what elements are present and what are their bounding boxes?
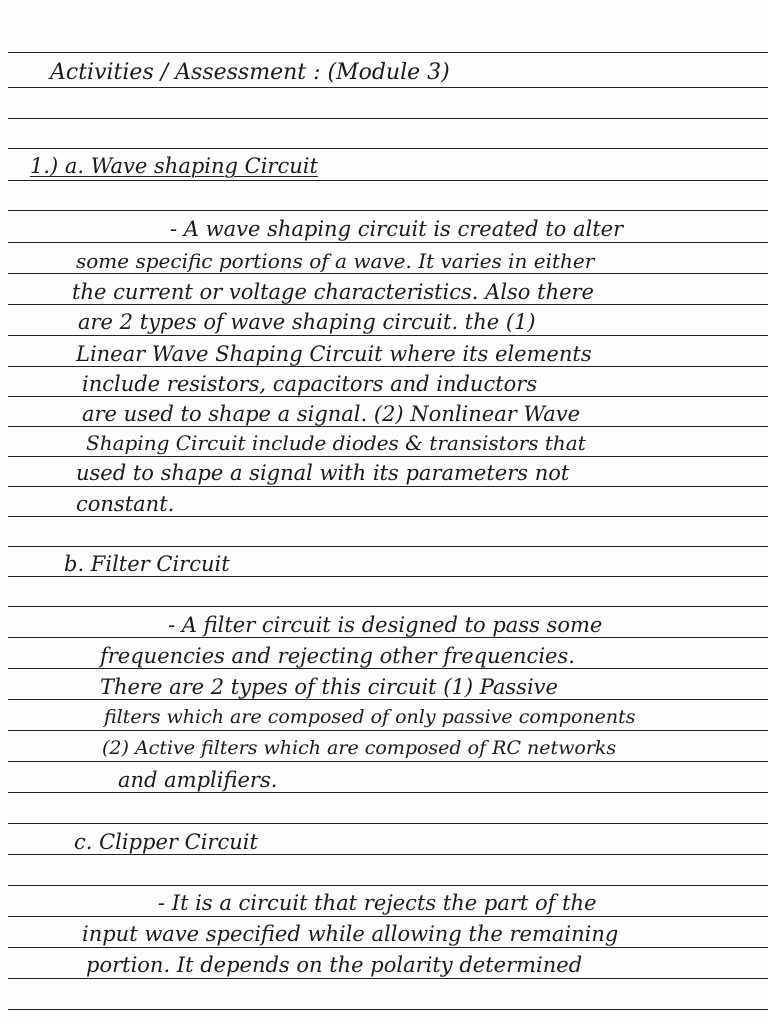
paragraph-line: frequencies and rejecting other frequencies. (100, 644, 575, 668)
paragraph-line: Shaping Circuit include diodes & transistors that (86, 431, 586, 455)
ruled-line (8, 730, 768, 731)
ruled-line (8, 668, 768, 669)
section-heading-clipper: c. Clipper Circuit (74, 830, 258, 854)
ruled-line (8, 606, 768, 607)
ruled-line (8, 637, 768, 638)
paragraph-line: - A filter circuit is designed to pass some (168, 613, 603, 637)
paragraph-line: include resistors, capacitors and inductors (82, 372, 538, 396)
ruled-line (8, 118, 768, 119)
ruled-line (8, 978, 768, 979)
paragraph-line: used to shape a signal with its parameters not (76, 461, 570, 485)
ruled-line (8, 210, 768, 211)
paragraph-line: (2) Active filters which are composed of RC networks (102, 737, 617, 759)
paragraph-line: Linear Wave Shaping Circuit where its elements (76, 342, 592, 366)
ruled-line (8, 885, 768, 886)
ruled-line (8, 273, 768, 274)
ruled-line (8, 947, 768, 948)
ruled-line (8, 335, 768, 336)
ruled-line (8, 426, 768, 427)
page-title: Activities / Assessment : (Module 3) (50, 60, 450, 85)
paragraph-line: - A wave shaping circuit is created to alter (170, 217, 624, 241)
ruled-line (8, 761, 768, 762)
ruled-line (8, 456, 768, 457)
ruled-line (8, 87, 768, 88)
ruled-line (8, 148, 768, 149)
ruled-line (8, 916, 768, 917)
paragraph-line: input wave specified while allowing the remaining (82, 922, 619, 946)
paragraph-line: filters which are composed of only passive components (104, 706, 636, 728)
ruled-line (8, 576, 768, 577)
ruled-line (8, 792, 768, 793)
paragraph-line: are 2 types of wave shaping circuit. the (1) (78, 310, 536, 334)
ruled-line (8, 366, 768, 367)
ruled-line (8, 823, 768, 824)
ruled-line (8, 1009, 768, 1010)
section-heading-filter: b. Filter Circuit (64, 552, 230, 576)
paragraph-line: the current or voltage characteristics. Also there (72, 280, 594, 304)
ruled-line (8, 396, 768, 397)
ruled-line (8, 242, 768, 243)
ruled-line (8, 52, 768, 53)
paragraph-line: - It is a circuit that rejects the part of the (158, 891, 597, 915)
ruled-line (8, 304, 768, 305)
paragraph-line: are used to shape a signal. (2) Nonlinear Wave (82, 402, 581, 426)
ruled-line (8, 180, 768, 181)
paragraph-line: constant. (76, 492, 175, 516)
ruled-line (8, 854, 768, 855)
ruled-line (8, 699, 768, 700)
section-heading-wave-shaping: 1.) a. Wave shaping Circuit (30, 154, 318, 178)
ruled-line (8, 486, 768, 487)
paragraph-line: There are 2 types of this circuit (1) Passive (100, 675, 558, 699)
paragraph-line: portion. It depends on the polarity determined (86, 953, 583, 977)
paragraph-line: some specific portions of a wave. It varies in either (76, 249, 595, 273)
ruled-line (8, 546, 768, 547)
paragraph-line: and amplifiers. (118, 768, 278, 792)
ruled-line (8, 516, 768, 517)
